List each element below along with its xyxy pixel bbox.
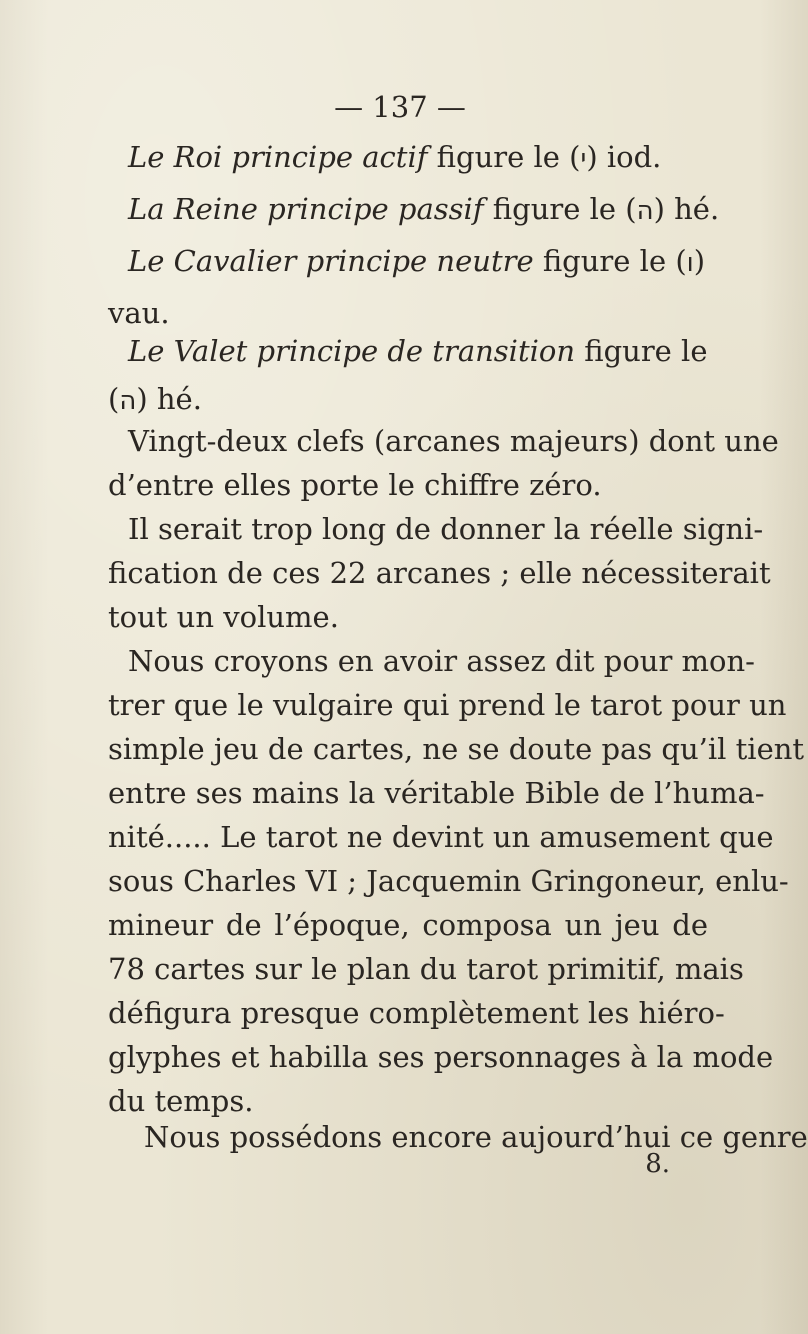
text-line-9: Il serait trop long de donner la réelle signi- <box>128 512 764 546</box>
text-line-10: fication de ces 22 arcanes ; elle nécessiterait <box>108 556 771 590</box>
text-line-5 <box>128 328 708 374</box>
text-line-12: Nous croyons en avoir assez dit pour mon- <box>128 644 755 678</box>
text-line-22: du temps. <box>108 1084 254 1118</box>
hebrew-letter: י <box>580 144 587 174</box>
text-segment: figure le ( <box>533 244 687 278</box>
text-segment: ) hé. <box>653 192 720 226</box>
text-line-14: simple jeu de cartes, ne se doute pas qu’il tient <box>108 732 805 766</box>
text-segment: figure le ( <box>427 140 581 174</box>
text-line-23: Nous possédons encore aujourd’hui ce genre <box>144 1120 808 1154</box>
text-line-3 <box>128 238 708 284</box>
text-segment: ) iod. <box>586 140 662 174</box>
text-line-19: 78 cartes sur le plan du tarot primitif, mais <box>108 952 744 986</box>
hebrew-letter: ה <box>119 386 137 416</box>
text-line-20: défigura presque complètement les hiéro- <box>108 996 725 1030</box>
text-line-8: d’entre elles porte le chiffre zéro. <box>108 468 602 502</box>
text-segment: ) <box>693 244 706 278</box>
text-line-1 <box>128 134 708 180</box>
page-number-header: — 137 — <box>334 90 466 124</box>
text-line-17: sous Charles VI ; Jacquemin Gringoneur, enlu- <box>108 864 789 898</box>
text-line-6 <box>108 376 708 422</box>
italic-phrase: Le Valet principe de transition <box>128 334 576 368</box>
text-line-2 <box>128 186 720 232</box>
hebrew-letter: ו <box>686 248 694 278</box>
signature-mark: 8. <box>645 1149 670 1179</box>
text-line-18: mineur de l’époque, composa un jeu de <box>108 908 708 942</box>
italic-phrase: La Reine principe passif <box>128 192 484 226</box>
text-segment: figure le ( <box>483 192 637 226</box>
italic-phrase: Le Cavalier principe neutre <box>128 244 534 278</box>
text-segment: ) hé. <box>136 382 202 416</box>
text-line-21: glyphes et habilla ses personnages à la mode <box>108 1040 774 1074</box>
italic-phrase: Le Roi principe actif <box>128 140 428 174</box>
text-line-13: trer que le vulgaire qui prend le tarot pour un <box>108 688 787 722</box>
text-segment: ( <box>108 382 120 416</box>
text-line-4: vau. <box>108 296 170 330</box>
text-line-7: Vingt-deux clefs (arcanes majeurs) dont une <box>128 424 779 458</box>
text-line-15: entre ses mains la véritable Bible de l’huma- <box>108 776 765 810</box>
hebrew-letter: ה <box>636 196 654 226</box>
text-line-16: nité..... Le tarot ne devint un amusement que <box>108 820 774 854</box>
text-segment: figure le <box>575 334 708 368</box>
text-line-11: tout un volume. <box>108 600 339 634</box>
